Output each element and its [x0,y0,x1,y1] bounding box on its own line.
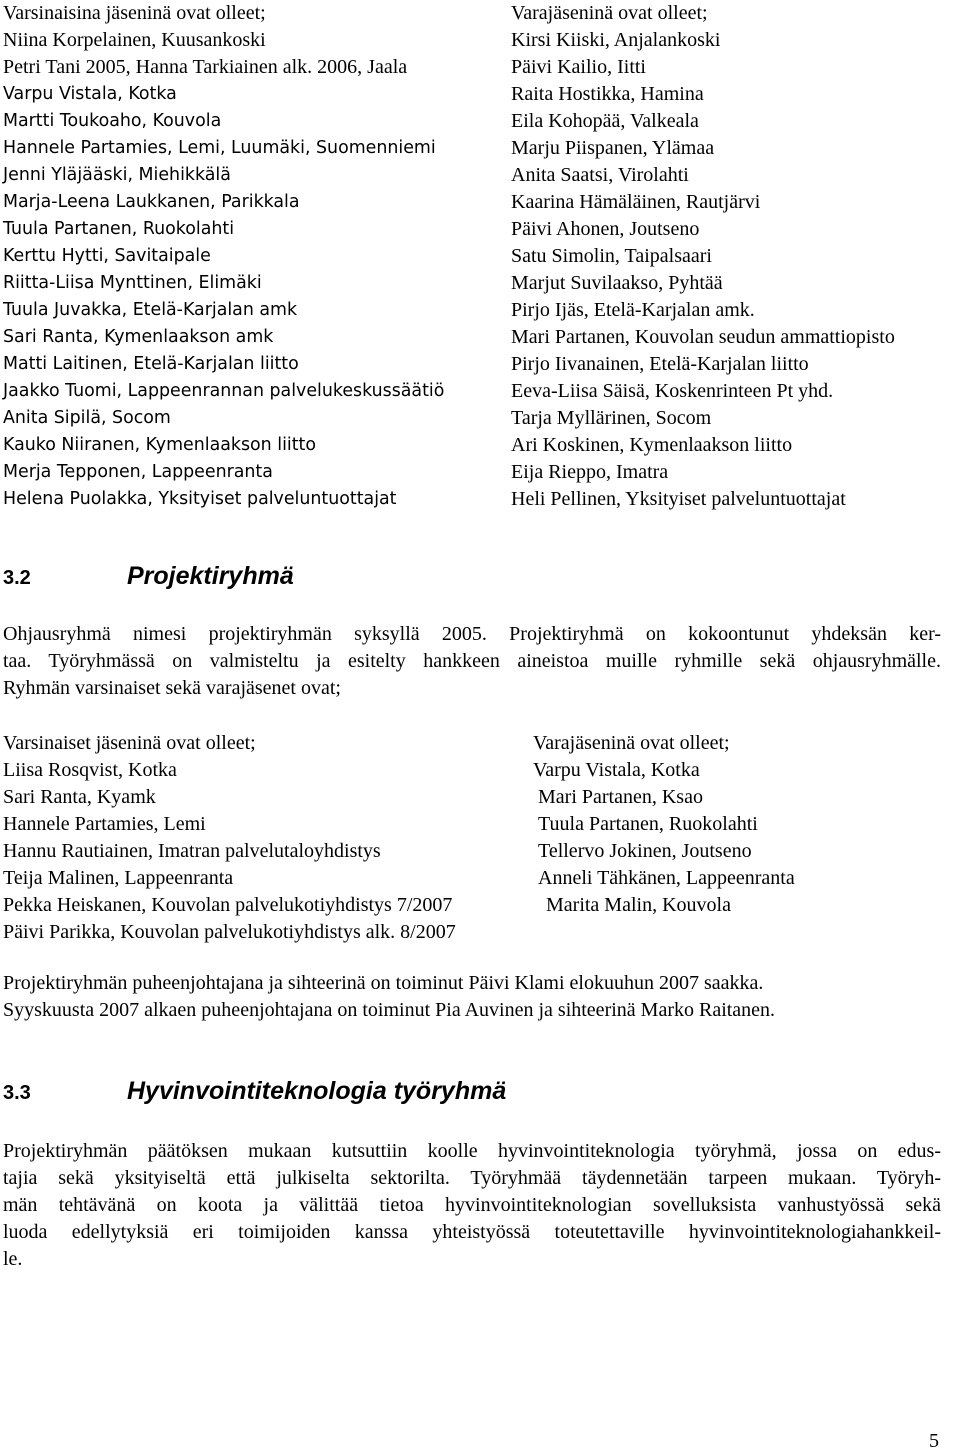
paragraph-line: Projektiryhmän puheenjohtajana ja sihteerinä on toiminut Päivi Klami elokuuhun 2007 saakka. [3,972,764,994]
member-left-cell: Teija Malinen, Lappeenranta [3,867,234,889]
deputy-line: Varajäseninä ovat olleet; [511,2,708,24]
member-right-cell: Anneli Tähkänen, Lappeenranta [538,867,795,889]
deputy-line: Päivi Ahonen, Joutseno [511,218,700,240]
paragraph-line: Ohjausryhmä nimesi projektiryhmän syksyllä 2005. Projektiryhmä on kokoontunut yhdeksän ker- [3,623,941,645]
paragraph-line: tajia sekä yksityiseltä että julkiselta sektorilta. Työryhmää täydennetään tarpeen mukaan. Työryh- [3,1167,941,1189]
section-number: 3.3 [3,1082,31,1104]
member-line: Merja Tepponen, Lappeenranta [3,462,273,482]
page-number: 5 [929,1430,939,1452]
member-left-cell: Hannele Partamies, Lemi [3,813,206,835]
paragraph-line: le. [3,1248,23,1270]
member-line: Riitta-Liisa Mynttinen, Elimäki [3,273,262,293]
member-left-cell: Hannu Rautiainen, Imatran palvelutaloyhdistys [3,840,381,862]
member-line: Tuula Partanen, Ruokolahti [3,219,235,239]
deputy-line: Heli Pellinen, Yksityiset palveluntuottajat [511,488,846,510]
deputy-line: Pirjo Iivanainen, Etelä-Karjalan liitto [511,353,809,375]
member-right-cell: Tuula Partanen, Ruokolahti [538,813,758,835]
paragraph-line: Syyskuusta 2007 alkaen puheenjohtajana on toiminut Pia Auvinen ja sihteerinä Marko Raitanen. [3,999,776,1021]
member-line: Niina Korpelainen, Kuusankoski [3,29,266,51]
member-line: Hannele Partamies, Lemi, Luumäki, Suomenniemi [3,138,436,158]
member-line: Jenni Yläjääski, Miehikkälä [3,165,231,185]
deputy-line: Raita Hostikka, Hamina [511,83,704,105]
deputy-line: Mari Partanen, Kouvolan seudun ammattiopisto [511,326,895,348]
member-line: Anita Sipilä, Socom [3,408,171,428]
member-line: Kerttu Hytti, Savitaipale [3,246,211,266]
member-left-cell: Pekka Heiskanen, Kouvolan palvelukotiyhdistys 7/2007 [3,894,453,916]
member-left-cell: Sari Ranta, Kyamk [3,786,156,808]
deputy-line: Anita Saatsi, Virolahti [511,164,689,186]
deputy-line: Eila Kohopää, Valkeala [511,110,699,132]
deputy-line: Kirsi Kiiski, Anjalankoski [511,29,721,51]
section-title: Hyvinvointiteknologia työryhmä [127,1077,507,1105]
paragraph-line: Projektiryhmän päätöksen mukaan kutsuttiin koolle hyvinvointiteknologia työryhmä, jossa on edus- [3,1140,941,1162]
deputy-line: Marjut Suvilaakso, Pyhtää [511,272,723,294]
paragraph-line: män tehtävänä on koota ja välittää tietoa hyvinvointiteknologian sovelluksista vanhustyössä sekä [3,1194,941,1216]
project-group-chair-paragraph [3,970,941,1024]
steering-group-deputies-list [511,0,895,513]
deputy-line: Marju Piispanen, Ylämaa [511,137,715,159]
member-line: Martti Toukoaho, Kouvola [3,111,222,131]
deputy-line: Satu Simolin, Taipalsaari [511,245,712,267]
deputy-line: Eeva-Liisa Säisä, Koskenrinteen Pt yhd. [511,380,834,402]
member-right-cell: Tellervo Jokinen, Joutseno [538,840,752,862]
deputy-line: Tarja Myllärinen, Socom [511,407,712,429]
member-line: Sari Ranta, Kymenlaakson amk [3,327,274,347]
member-right-cell: Mari Partanen, Ksao [538,786,703,808]
member-line: Helena Puolakka, Yksityiset palveluntuottajat [3,489,397,509]
member-line: Varsinaisina jäseninä ovat olleet; [3,2,266,24]
member-right-cell: Varpu Vistala, Kotka [533,759,700,781]
member-line: Kauko Niiranen, Kymenlaakson liitto [3,435,317,455]
member-right-cell: Varajäseninä ovat olleet; [533,732,730,754]
paragraph-line: Ryhmän varsinaiset sekä varajäsenet ovat; [3,677,341,699]
member-line: Marja-Leena Laukkanen, Parikkala [3,192,300,212]
steering-group-members-list [3,0,444,513]
member-line: Matti Laitinen, Etelä-Karjalan liitto [3,354,299,374]
member-line: Varpu Vistala, Kotka [3,84,177,104]
deputy-line: Ari Koskinen, Kymenlaakson liitto [511,434,793,456]
member-line: Jaakko Tuomi, Lappeenrannan palvelukeskussäätiö [3,381,445,401]
member-left-cell: Päivi Parikka, Kouvolan palvelukotiyhdistys alk. 8/2007 [3,921,456,943]
member-left-cell: Liisa Rosqvist, Kotka [3,759,177,781]
member-right-cell: Marita Malin, Kouvola [546,894,731,916]
deputy-line: Kaarina Hämäläinen, Rautjärvi [511,191,761,213]
paragraph-line: luoda edellytyksiä eri toimijoiden kanssa yhteistyössä toteutettaville hyvinvointiteknologiahankkeil- [3,1221,941,1243]
section-heading-3-3 [3,1076,506,1108]
section-title: Projektiryhmä [127,562,294,590]
member-line: Petri Tani 2005, Hanna Tarkiainen alk. 2006, Jaala [3,56,408,78]
deputy-line: Päivi Kailio, Iitti [511,56,646,78]
deputy-line: Pirjo Ijäs, Etelä-Karjalan amk. [511,299,755,321]
section-number: 3.2 [3,567,31,589]
project-group-intro [3,621,941,702]
member-left-cell: Varsinaiset jäseninä ovat olleet; [3,732,256,754]
deputy-line: Eija Rieppo, Imatra [511,461,669,483]
paragraph-line: taa. Työryhmässä on valmisteltu ja esitelty hankkeen aineistoa muille ryhmille sekä ohjausryhmälle. [3,650,941,672]
member-line: Tuula Juvakka, Etelä-Karjalan amk [3,300,298,320]
welfare-technology-paragraph [3,1138,941,1273]
section-heading-3-2 [3,561,294,593]
